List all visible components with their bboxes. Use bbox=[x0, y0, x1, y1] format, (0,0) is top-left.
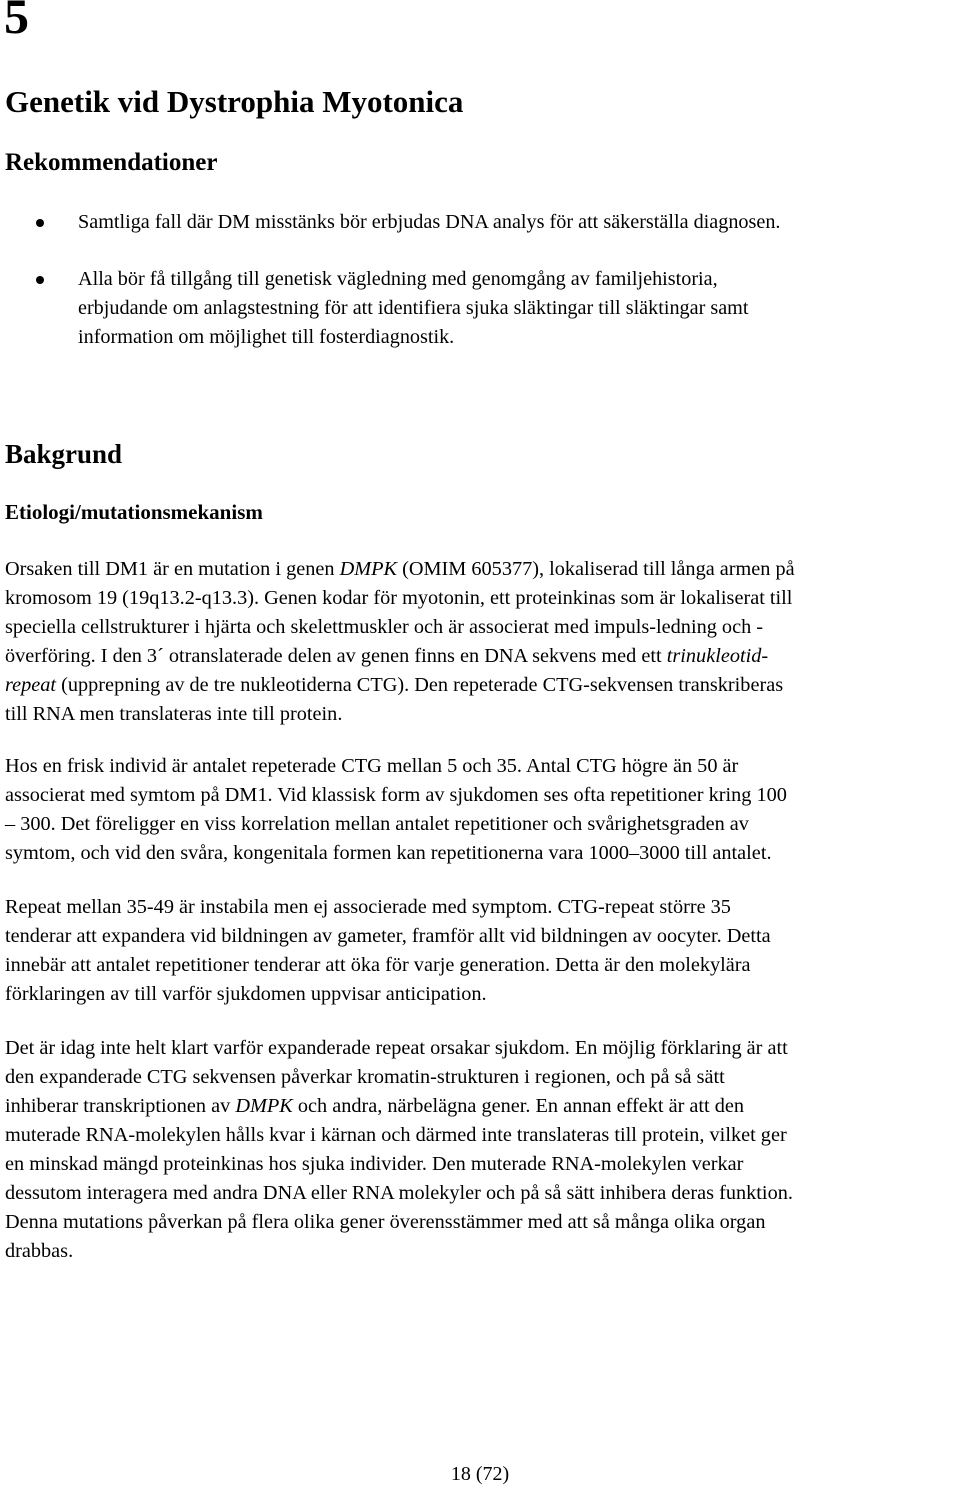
paragraph-line: förklaringen av till varför sjukdomen uppvisar anticipation. bbox=[5, 983, 487, 1005]
recommendation-text: Samtliga fall där DM misstänks bör erbjudas DNA analys för att säkerställa diagnosen. bbox=[78, 211, 781, 233]
mechanism-paragraph bbox=[5, 1034, 960, 1266]
paragraph-line: den expanderade CTG sekvensen påverkar kromatin-strukturen i regionen, och på så sätt bbox=[5, 1066, 725, 1088]
paragraph-line: innebär att antalet repetitioner tenderar att öka för varje generation. Detta är den molekylära bbox=[5, 954, 751, 976]
anticipation-paragraph bbox=[5, 893, 960, 1009]
recommendations-heading: Rekommendationer bbox=[5, 149, 218, 176]
paragraph-line: dessutom interagera med andra DNA eller RNA molekyler och på så sätt inhibera deras funktion. bbox=[5, 1182, 793, 1204]
recommendation-item bbox=[0, 208, 960, 237]
recommendation-text: information om möjlighet till fosterdiagnostik. bbox=[78, 326, 455, 348]
paragraph-line: Repeat mellan 35-49 är instabila men ej associerade med symptom. CTG-repeat större 35 bbox=[5, 896, 731, 918]
text-run: Orsaken till DM1 är en mutation i genen bbox=[5, 558, 340, 580]
bullet-icon bbox=[36, 276, 44, 284]
chapter-number: 5 bbox=[4, 0, 29, 44]
text-run: (upprepning av de tre nukleotiderna CTG). Den repeterade CTG-sekvensen transkriberas bbox=[56, 674, 784, 696]
paragraph-line: till RNA men translateras inte till protein. bbox=[5, 703, 343, 725]
paragraph-line: muterade RNA-molekylen hålls kvar i kärnan och därmed inte translateras till protein, vilket ger bbox=[5, 1124, 787, 1146]
page-number: 18 (72) bbox=[450, 1463, 510, 1485]
recommendation-item bbox=[0, 265, 960, 352]
text-run: överföring. I den 3´ otranslaterade delen av genen finns en DNA sekvens med ett bbox=[5, 645, 667, 667]
paragraph-line: Hos en frisk individ är antalet repeterade CTG mellan 5 och 35. Antal CTG högre än 50 är bbox=[5, 755, 739, 777]
paragraph-line: symtom, och vid den svåra, kongenitala formen kan repetitionerna vara 1000–3000 till antalet. bbox=[5, 842, 772, 864]
paragraph-line: Denna mutations påverkan på flera olika gener överensstämmer med att så många olika organ bbox=[5, 1211, 766, 1233]
text-run: inhiberar transkriptionen av bbox=[5, 1095, 236, 1117]
text-run: och andra, närbelägna gener. En annan effekt är att den bbox=[292, 1095, 745, 1117]
text-run: (OMIM 605377), lokaliserad till långa armen på bbox=[397, 558, 795, 580]
paragraph-line: tenderar att expandera vid bildningen av gameter, framför allt vid bildningen av oocyter. Detta bbox=[5, 925, 771, 947]
paragraph-line: – 300. Det föreligger en viss korrelation mellan antalet repetitioner och svårighetsgraden av bbox=[5, 813, 749, 835]
paragraph-line: kromosom 19 (19q13.2-q13.3). Genen kodar för myotonin, ett proteinkinas som är lokaliserat till bbox=[5, 587, 793, 609]
recommendation-text: erbjudande om anlagstestning för att identifiera sjuka släktingar till släktingar samt bbox=[78, 297, 749, 319]
paragraph-line: drabbas. bbox=[5, 1240, 74, 1262]
gene-name: DMPK bbox=[235, 1095, 293, 1117]
etiology-subheading: Etiologi/mutationsmekanism bbox=[5, 500, 263, 524]
recommendations-list bbox=[0, 208, 960, 352]
paragraph-line bbox=[5, 642, 960, 671]
italic-term: repeat bbox=[5, 674, 57, 696]
paragraph-line: speciella cellstrukturer i hjärta och skelettmuskler och är associerat med impuls-ledning och - bbox=[5, 616, 764, 638]
paragraph-line bbox=[5, 555, 960, 584]
page-title: Genetik vid Dystrophia Myotonica bbox=[5, 84, 464, 119]
background-heading: Bakgrund bbox=[5, 439, 123, 469]
paragraph-line: associerat med symtom på DM1. Vid klassisk form av sjukdomen ses ofta repetitioner kring 100 bbox=[5, 784, 787, 806]
recommendation-text: Alla bör få tillgång till genetisk vägledning med genomgång av familjehistoria, bbox=[78, 268, 718, 290]
paragraph-line: Det är idag inte helt klart varför expanderade repeat orsakar sjukdom. En möjlig förklaring är att bbox=[5, 1037, 788, 1059]
repeat-count-paragraph bbox=[5, 752, 960, 868]
gene-name: DMPK bbox=[339, 558, 398, 580]
italic-term: trinukleotid- bbox=[666, 645, 769, 667]
paragraph-line bbox=[5, 1092, 960, 1121]
paragraph-line: en minskad mängd proteinkinas hos sjuka individer. Den muterade RNA-molekylen verkar bbox=[5, 1153, 744, 1175]
bullet-icon bbox=[36, 219, 44, 227]
paragraph-line bbox=[5, 671, 960, 700]
etiology-paragraph bbox=[5, 555, 960, 729]
